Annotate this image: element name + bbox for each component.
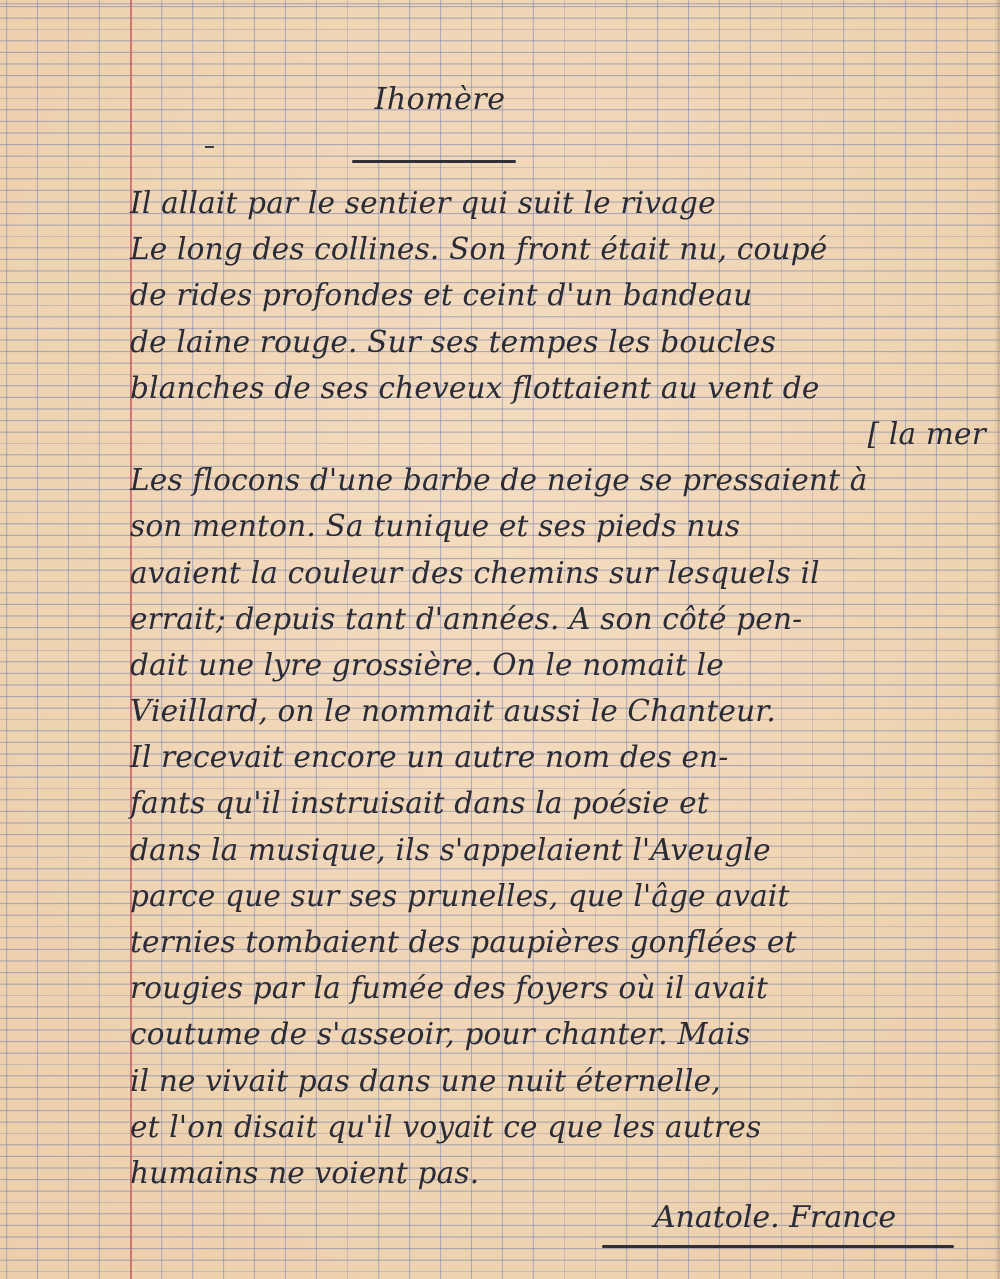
text-line: ternies tombaient des paupières gonflées et [130,925,797,959]
text-line-continuation: [ la mer [867,416,986,451]
text-line: avaient la couleur des chemins sur lesquels il [130,555,820,590]
text-line: parce que sur ses prunelles, que l'âge avait [130,878,790,913]
text-line: Il recevait encore un autre nom des en- [130,740,729,775]
handwritten-text [130,180,998,1196]
author-signature: Anatole. France [653,1200,897,1235]
text-line: et l'on disait qu'il voyait ce que les autres [130,1109,762,1144]
title-underline [352,160,516,163]
text-line: rougies par la fumée des foyers où il avait [130,971,769,1006]
text-line: fants qu'il instruisait dans la poésie et [130,786,709,821]
text-line: humains ne voient pas. [130,1155,480,1190]
text-line: dans la musique, ils s'appelaient l'Aveugle [130,832,771,867]
text-line: coutume de s'asseoir, pour chanter. Mais [130,1017,751,1052]
ink-mark [205,146,214,148]
text-line: il ne vivait pas dans une nuit éternelle, [130,1063,721,1098]
text-line: Vieillard, on le nommait aussi le Chanteur. [130,694,776,729]
text-line: de rides profondes et ceint d'un bandeau [130,278,753,313]
text-line: blanches de ses cheveux flottaient au vent de [130,370,820,405]
text-line: Il allait par le sentier qui suit le rivage [130,186,716,220]
text-line: Les flocons d'une barbe de neige se pressaient à [130,463,868,498]
text-line: dait une lyre grossière. On le nomait le [130,647,724,682]
signature-underline [602,1245,954,1248]
page-title: Ihomère [374,82,506,117]
text-line: Le long des collines. Son front était nu, coupé [130,232,828,267]
text-line: errait; depuis tant d'années. A son côté pen- [130,601,803,636]
text-line: de laine rouge. Sur ses tempes les boucles [130,324,776,359]
text-line: son menton. Sa tunique et ses pieds nus [130,509,741,544]
